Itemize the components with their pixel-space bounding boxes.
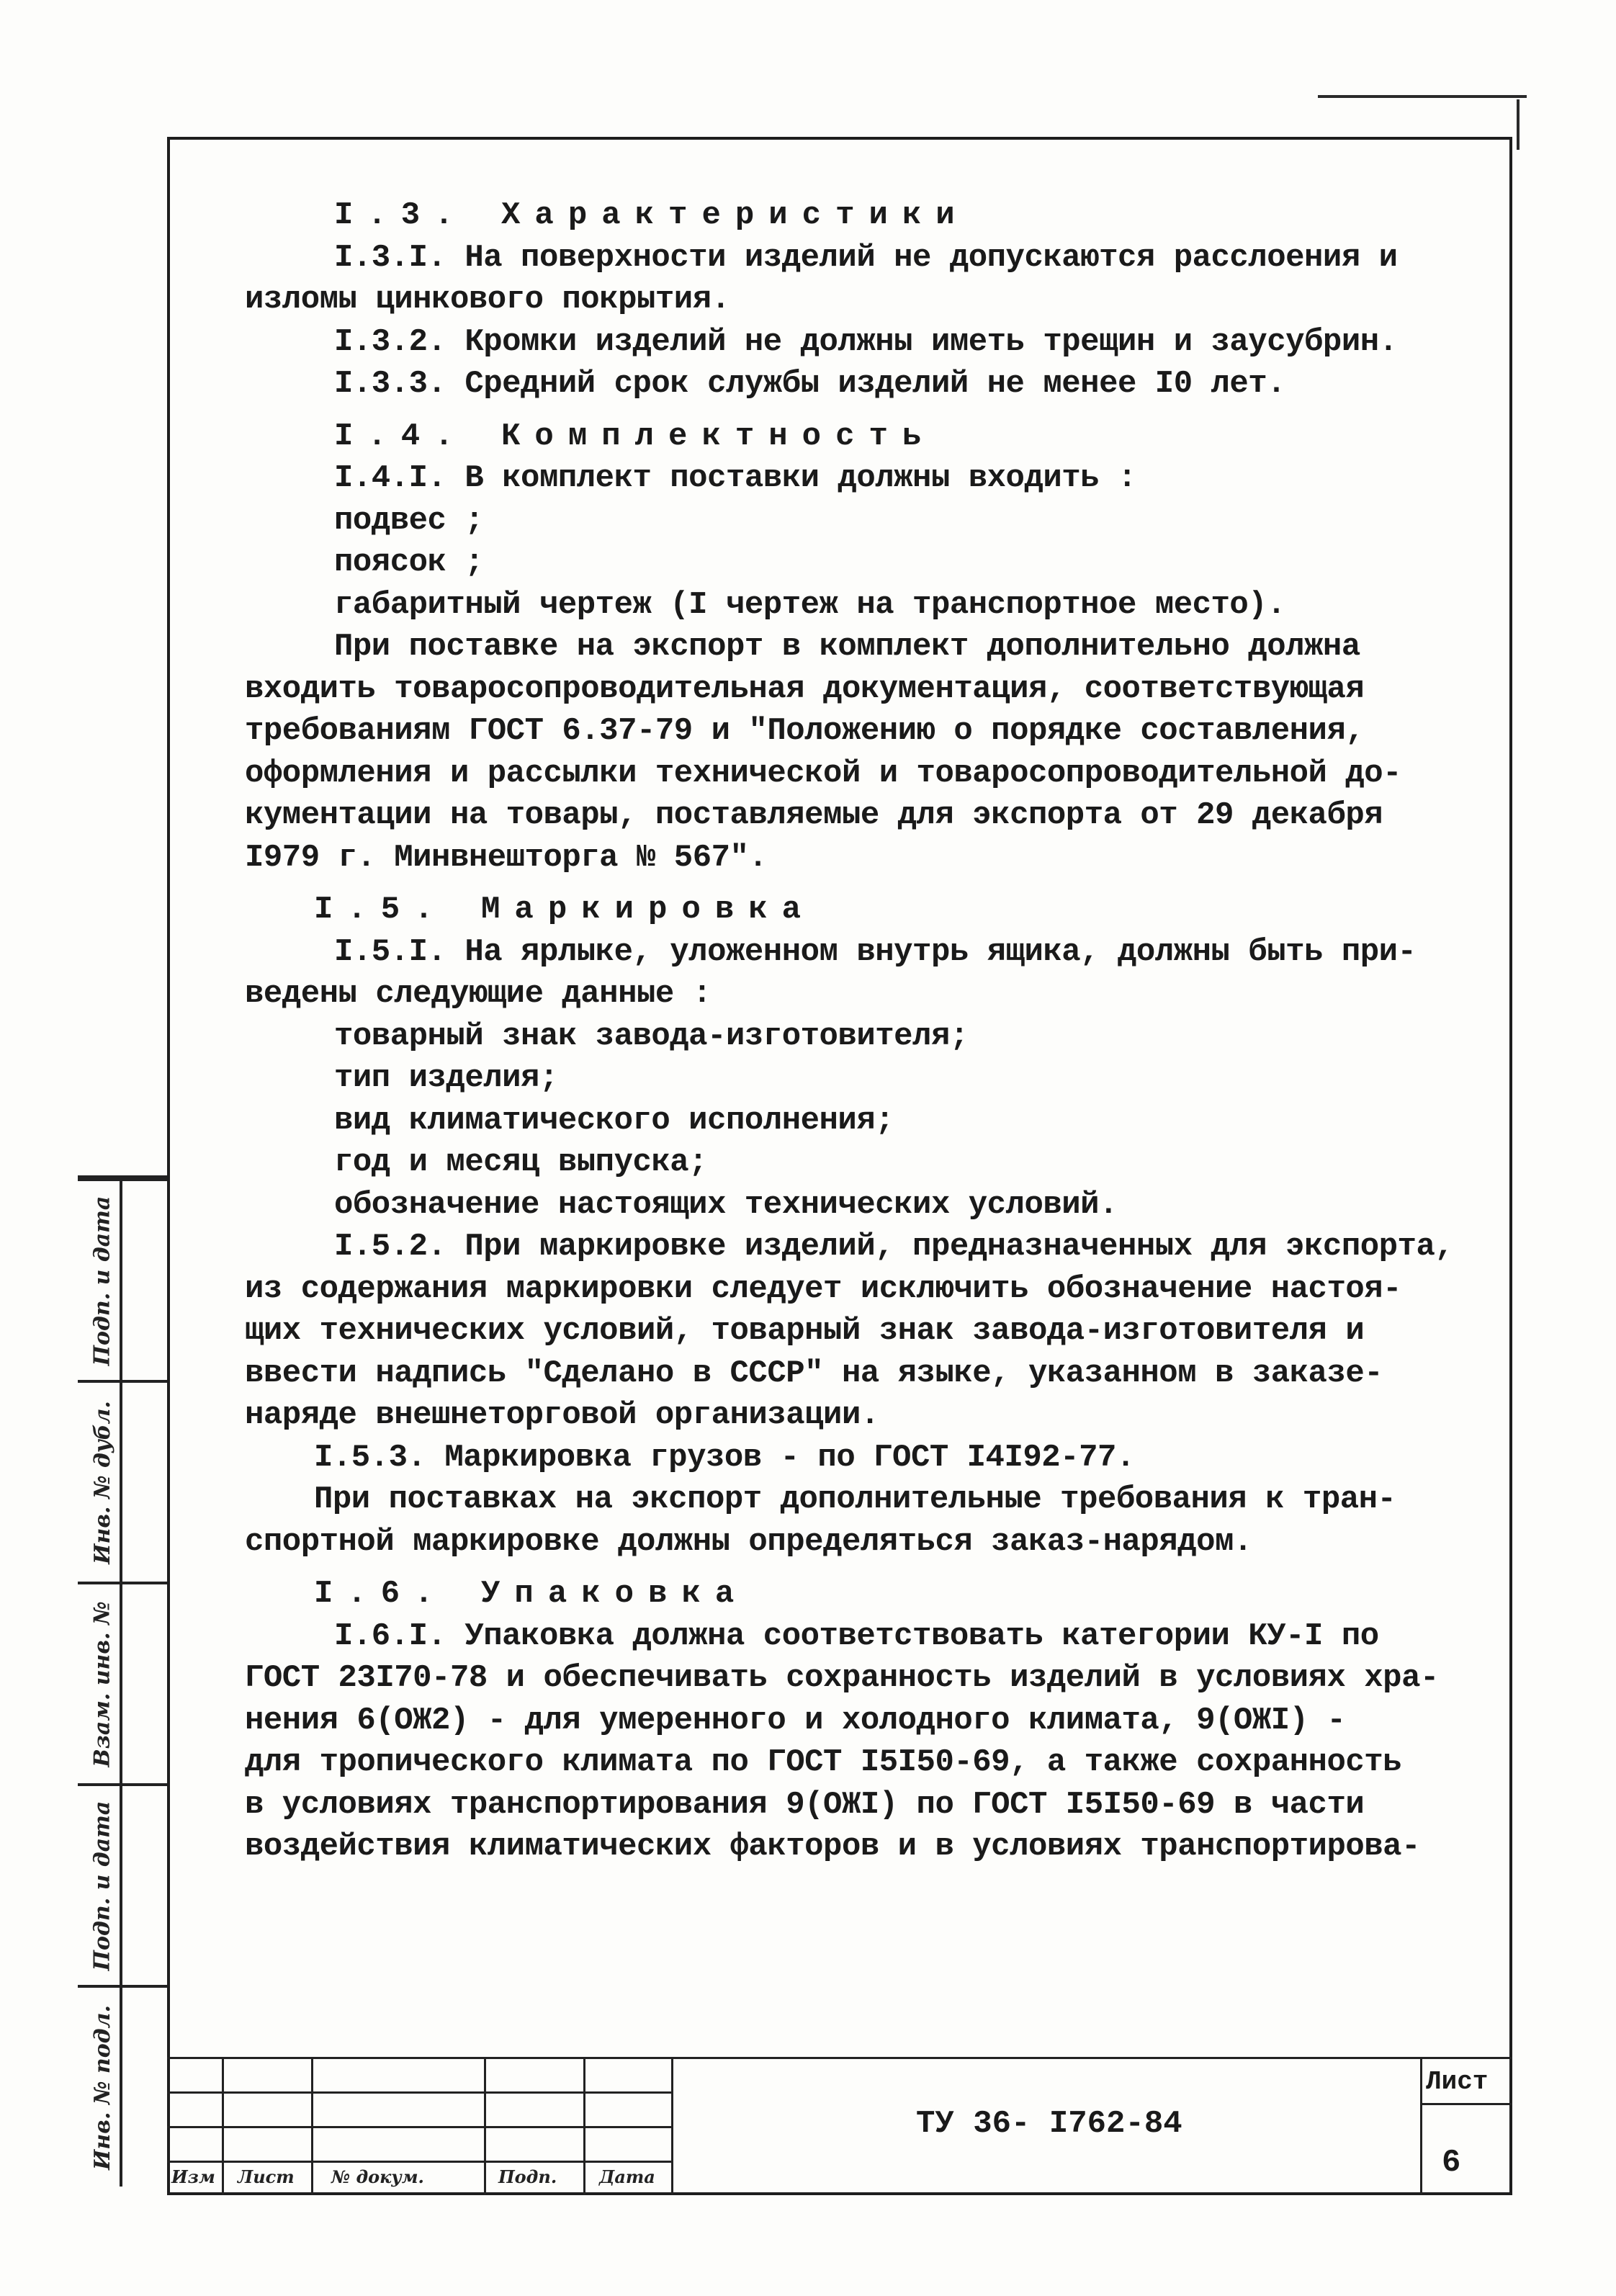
document-body [245, 194, 1483, 1868]
text-line: щих технических условий, товарный знак завода-изготовителя и [245, 1313, 1365, 1349]
tb-caption: № докум. [331, 2166, 424, 2187]
text-line: ГОСТ 23I70-78 и обеспечивать сохранность изделий в условиях хра- [245, 1660, 1439, 1696]
text-line: I.3.I. На поверхности изделий не допускаются расслоения и [334, 239, 1398, 276]
text-line: I.3.3. Средний срок службы изделий не менее I0 лет. [334, 366, 1286, 402]
text-line: в условиях транспортирования 9(ОЖI) по ГОСТ I5I50-69 в части [245, 1786, 1365, 1823]
text-line: тип изделия; [334, 1060, 558, 1096]
tb-rule [222, 2057, 224, 2195]
text-line: нения 6(ОЖ2) - для умеренного и холодного климата, 9(ОЖI) - [245, 1702, 1346, 1739]
text-line: I.6. Упаковка [314, 1576, 749, 1612]
text-line: требованиям ГОСТ 6.37-79 и "Положению о порядке составления, [245, 713, 1365, 749]
stamp-label: Подп. и дата [89, 1801, 115, 1970]
text-line: I.5.I. На ярлыке, уложенном внутрь ящика, должны быть при- [334, 933, 1417, 970]
tb-rule [671, 2057, 673, 2195]
text-line: спортной маркировке должны определяться заказ-нарядом. [245, 1523, 1252, 1560]
tb-caption: Изм [171, 2166, 215, 2187]
stamp-label: Инв. № дубл. [89, 1400, 115, 1564]
title-block [167, 2057, 1512, 2195]
text-line: подвес ; [334, 502, 484, 539]
tb-rule [583, 2057, 585, 2195]
text-line: габаритный чертеж (I чертеж на транспортное место). [334, 586, 1286, 623]
stamp-label: Взам. инв. № [89, 1600, 115, 1767]
text-line: I.5.2. При маркировке изделий, предназначенных для экспорта, [334, 1229, 1454, 1265]
top-right-corner-tick [1517, 99, 1520, 150]
text-line: вид климатического исполнения; [334, 1102, 894, 1139]
document-code: ТУ 36- I762-84 [916, 2106, 1182, 2142]
text-line: обозначение настоящих технических условий. [334, 1186, 1118, 1223]
text-line: поясок ; [334, 544, 484, 580]
text-line: I.4. Комплектность [334, 418, 936, 454]
text-line: год и месяц выпуска; [334, 1144, 708, 1180]
tb-rule [484, 2057, 486, 2195]
text-line: При поставке на экспорт в комплект дополнительно должна [334, 629, 1360, 665]
text-line: I.5.3. Маркировка грузов - по ГОСТ I4I92-77. [314, 1439, 1135, 1476]
tb-caption: Дата [599, 2166, 655, 2187]
text-line: кументации на товары, поставляемые для экспорта от 29 декабря [245, 797, 1383, 833]
text-line: При поставках на экспорт дополнительные требования к тран- [314, 1481, 1396, 1517]
text-line: изломы цинкового покрытия. [245, 282, 730, 318]
text-line: входить товаросопроводительная документация, соответствующая [245, 671, 1365, 707]
text-line: из содержания маркировки следует исключить обозначение настоя- [245, 1270, 1402, 1307]
text-line: I979 г. Минвнешторга № 567". [245, 839, 768, 876]
margin-stamp [78, 1175, 167, 2187]
text-line: воздействия климатических факторов и в условиях транспортирова- [245, 1829, 1420, 1865]
tb-caption: Лист [238, 2166, 295, 2187]
tb-rule [311, 2057, 313, 2195]
tb-rule [1420, 2057, 1422, 2195]
text-line: оформления и рассылки технической и товаросопроводительной до- [245, 755, 1402, 792]
top-right-corner-line [1318, 95, 1527, 98]
text-line: I.3. Характеристики [334, 197, 969, 233]
text-line: I.5. Маркировка [314, 892, 816, 928]
sheet-number: 6 [1442, 2145, 1461, 2181]
tb-rule [167, 2126, 671, 2128]
tb-rule [167, 2091, 671, 2094]
text-line: I.6.I. Упаковка должна соответствовать категории КУ-I по [334, 1618, 1379, 1654]
text-line: товарный знак завода-изготовителя; [334, 1018, 969, 1054]
text-line: I.3.2. Кромки изделий не должны иметь трещин и заусубрин. [334, 323, 1398, 360]
text-line: для тропического климата по ГОСТ I5I50-69, а также сохранность [245, 1744, 1402, 1780]
tb-rule [1420, 2103, 1512, 2105]
sheet-label: Лист [1426, 2067, 1489, 2097]
text-line: наряде внешнеторговой организации. [245, 1397, 879, 1433]
tb-rule [167, 2057, 1512, 2059]
text-line: ведены следующие данные : [245, 976, 712, 1012]
stamp-label: Инв. № подл. [89, 2004, 115, 2170]
stamp-divider [120, 1178, 122, 2187]
text-line: ввести надпись "Сделано в СССР" на языке, указанном в заказе- [245, 1355, 1383, 1391]
tb-rule [167, 2161, 671, 2163]
tb-caption: Подп. [498, 2166, 557, 2187]
stamp-label: Подп. и дата [89, 1196, 115, 1366]
text-line: I.4.I. В комплект поставки должны входить : [334, 460, 1136, 496]
